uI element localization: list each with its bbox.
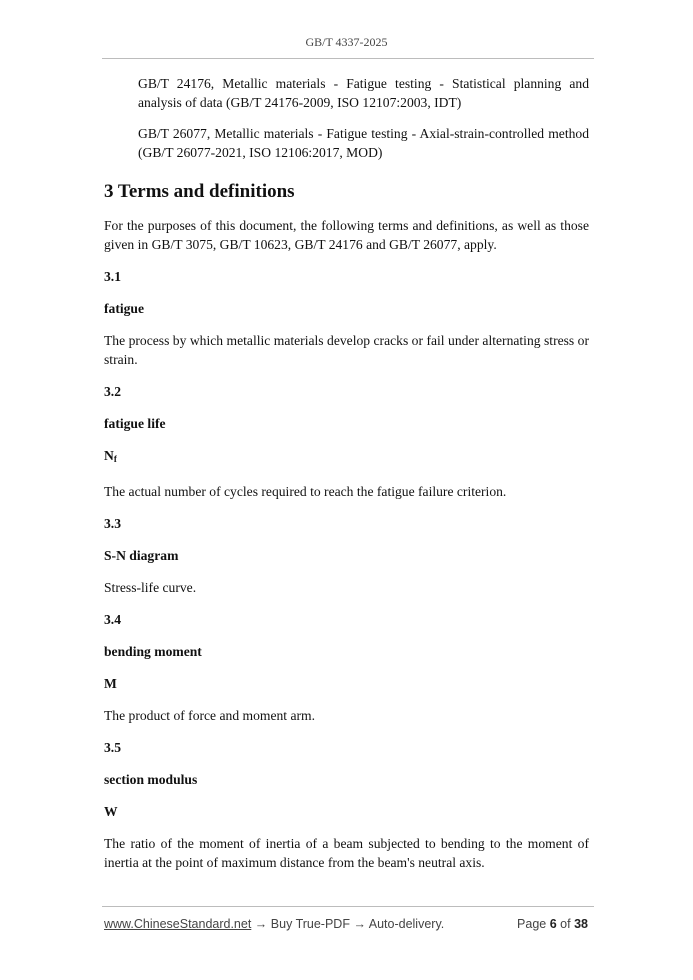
term-name: section modulus [104,772,198,787]
term-number: 3.1 [104,269,121,284]
section-heading: 3 Terms and definitions [104,181,295,202]
term-name: fatigue [104,301,145,316]
term-definition: The process by which metallic materials develop cracks or fail under alternating stress or strain. [104,333,589,367]
reference-item: GB/T 26077, Metallic materials - Fatigue testing - Axial-strain-controlled method (GB/T 26077-2021, ISO 12106:2017, MOD) [138,126,589,160]
section-intro: For the purposes of this document, the following terms and definitions, as well as those given in GB/T 3075, GB/T 10623, GB/T 24176 and GB/T 26077, apply. [104,218,589,252]
header-divider [102,58,594,59]
footer-promo [104,917,444,931]
footer-divider [102,906,594,907]
website-link[interactable]: www.ChineseStandard.net [104,917,252,931]
term-number: 3.4 [104,612,121,627]
page-indicator [517,917,588,931]
term-name: S-N diagram [104,548,179,563]
term-definition: The ratio of the moment of inertia of a beam subjected to bending to the moment of inertia at the point of maximum distance from the beam's neutral axis. [104,836,589,870]
page-footer [104,917,588,931]
page-label: Page [517,917,547,931]
arrow-right-icon: → [353,917,366,931]
term-name: fatigue life [104,416,166,431]
term-symbol: W [104,804,118,819]
term-symbol [104,446,589,469]
term-number: 3.3 [104,516,121,531]
term-definition: The product of force and moment arm. [104,708,316,723]
arrow-right-icon: → [254,917,268,931]
page-total: 38 [574,917,588,931]
term-definition: The actual number of cycles required to reach the fatigue failure criterion. [104,484,507,499]
term-number: 3.2 [104,384,121,399]
term-definition: Stress-life curve. [104,580,197,595]
page-header-title: GB/T 4337-2025 [305,35,388,49]
term-name: bending moment [104,644,202,659]
term-symbol: M [104,676,117,691]
page-content [104,74,589,872]
term-symbol-subscript: f [113,454,117,464]
auto-delivery-text: Auto-delivery. [368,917,445,931]
term-number: 3.5 [104,740,121,755]
reference-item: GB/T 24176, Metallic materials - Fatigue testing - Statistical planning and analysis of data (GB/T 24176-2009, ISO 12107:2003, IDT) [138,76,589,110]
term-symbol-main: N [104,448,114,463]
page-current: 6 [549,917,557,931]
buy-pdf-text: Buy True-PDF [270,917,350,931]
page-of-label: of [560,917,571,931]
